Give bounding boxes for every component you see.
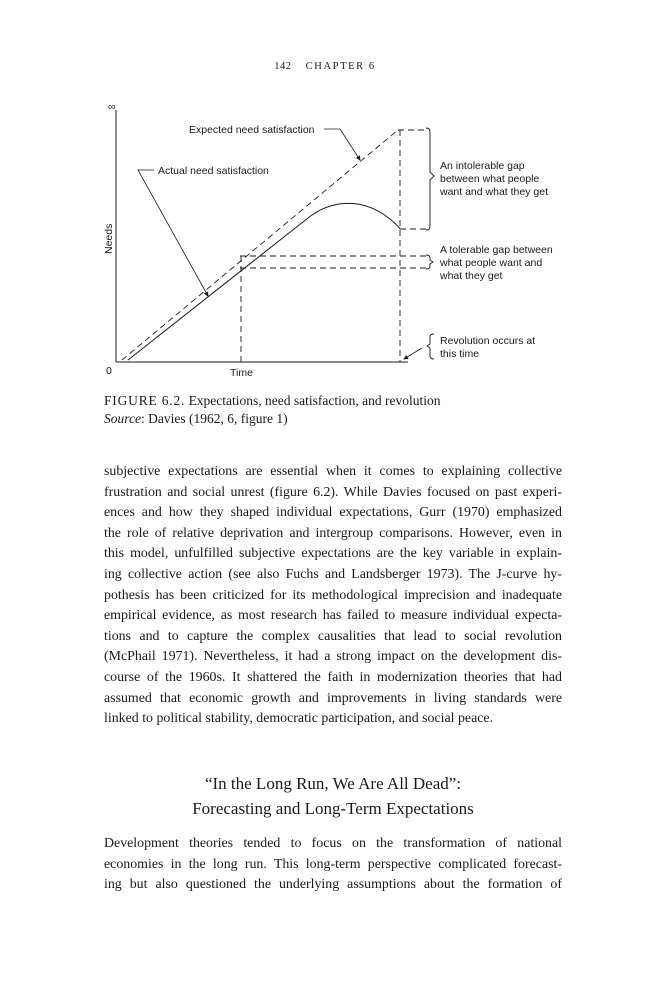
text-line: economies in the long run. This long-term perspective complicated forecast- <box>104 856 562 872</box>
section-heading <box>104 771 562 821</box>
text-line: ences and how they shaped individual expectations, Gurr (1970) emphasized <box>104 505 562 521</box>
section-heading-line-1: “In the Long Run, We Are All Dead”: <box>204 774 462 793</box>
text-line: linked to political stability, democratic participation, and social peace. <box>104 711 494 727</box>
running-head <box>0 61 650 72</box>
revolution-label-1: Revolution occurs at <box>440 335 536 347</box>
x-axis-label: Time <box>230 367 253 379</box>
chapter-label: CHAPTER 6 <box>305 61 376 72</box>
source-label: Source <box>104 411 141 426</box>
tolerable-gap-label-2: what people want and <box>440 257 543 269</box>
origin-label: 0 <box>106 365 112 377</box>
text-line: tions and to capture the complex causalities that lead to social revolution <box>104 628 562 644</box>
text-line: subjective expectations are essential when it comes to explaining collective <box>104 464 562 479</box>
figure-title: Expectations, need satisfaction, and revolution <box>188 393 441 408</box>
actual-curve <box>128 203 400 360</box>
text-line: frustration and social unrest (figure 6.2). While Davies focused on past experi- <box>104 484 562 500</box>
intolerable-gap-label-1: An intolerable gap <box>440 160 525 172</box>
expected-leader <box>324 129 360 160</box>
j-curve-diagram <box>96 98 576 388</box>
expected-label: Expected need satisfaction <box>189 124 315 136</box>
section-heading-line-2: Forecasting and Long-Term Expectations <box>192 799 474 818</box>
revolution-arrow <box>404 348 422 359</box>
intolerable-gap-brace <box>426 128 434 230</box>
revolution-brace <box>427 334 434 359</box>
tolerable-gap-brace <box>426 255 433 269</box>
intolerable-gap-label-2: between what people <box>440 173 540 185</box>
text-line: course of the 1960s. It shattered the faith in modernization theories that had <box>104 669 562 685</box>
text-line: (McPhail 1971). Nevertheless, it had a strong impact on the development dis- <box>104 649 562 665</box>
tolerable-gap-label-1: A tolerable gap between <box>440 244 553 256</box>
page-number: 142 <box>274 61 292 72</box>
body-paragraph-2 <box>104 834 562 896</box>
text-line: the role of relative deprivation and intergroup comparisons. However, even in <box>104 525 562 541</box>
figure-caption <box>104 392 564 428</box>
text-line: assumed that economic growth and improvements in living standards were <box>104 690 562 706</box>
revolution-label-2: this time <box>440 348 480 360</box>
actual-label: Actual need satisfaction <box>158 165 269 177</box>
figure-number: FIGURE 6.2. <box>104 393 186 408</box>
body-paragraph-1 <box>104 462 562 730</box>
j-curve-figure <box>96 98 576 388</box>
text-line: ing collective action (see also Fuchs and Landsberger 1973). The J-curve hy- <box>104 566 562 582</box>
text-line: pothesis has been criticized for its methodological imprecision and inadequate <box>104 587 562 603</box>
y-axis-top-label: ∞ <box>108 101 116 113</box>
tolerable-gap-label-3: what they get <box>440 270 503 282</box>
text-line: this model, unfulfilled subjective expectations are the key variable in explain- <box>104 546 562 562</box>
text-line: Development theories tended to focus on the transformation of national <box>104 836 562 851</box>
text-line: empirical evidence, as most research has failed to measure individual expecta- <box>104 608 562 624</box>
intolerable-gap-label-3: want and what they get <box>440 186 548 198</box>
y-axis-label: Needs <box>103 223 115 254</box>
text-line: ing but also questioned the underlying assumptions about the formation of <box>104 877 562 893</box>
actual-leader <box>138 170 208 296</box>
source-text: : Davies (1962, 6, figure 1) <box>141 411 288 426</box>
